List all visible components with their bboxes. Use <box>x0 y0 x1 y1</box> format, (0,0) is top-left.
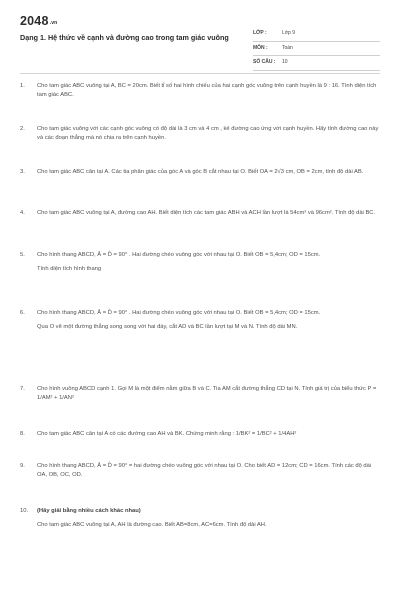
worksheet-header <box>20 14 380 72</box>
question-text: Cho tam giác ABC vuông tại A, đường cao AH. Biết diện tích các tam giác ABH và ACH lần lượt là 54cm² và 96cm². Tính độ dài BC. <box>37 210 376 216</box>
info-value: Toán <box>282 44 293 51</box>
question-text: Cho hình thang ABCD, Â = D̂ = 90° . Hai đường chéo vuông góc với nhau tại O. Biết OB = 5,4cm; OD = 15cm. <box>37 252 321 258</box>
question-text: Cho tam giác ABC cân tại A có các đường cao AH và BK. Chứng minh rằng : 1/BK² = 1/BC² + 1/4AH² <box>37 431 297 437</box>
question-7 <box>20 385 380 404</box>
question-number: 9. <box>20 463 25 469</box>
info-row-subject <box>253 43 380 57</box>
question-number: 1. <box>20 83 25 89</box>
question-text: Cho tam giác vuông với các cạnh góc vuông có độ dài là 3 cm và 4 cm , kẻ đường cao ứng với cạnh huyền. Hãy tính đường cao này và các đoạn thẳng mà nó chia ra trên cạnh huyền. <box>37 126 379 142</box>
question-6 <box>20 309 380 333</box>
question-9 <box>20 462 380 481</box>
question-8 <box>20 430 380 439</box>
question-number: 2. <box>20 126 25 132</box>
question-text: Cho hình thang ABCD, Â = D̂ = 90° . Hai đường chéo vuông góc với nhau tại O. Biết OB = 5,4cm; OD = 15cm. <box>37 310 321 316</box>
info-label: LỚP : <box>253 30 267 36</box>
question-number: 7. <box>20 386 25 392</box>
question-5 <box>20 251 380 275</box>
header-divider <box>20 73 380 74</box>
question-text: Cho hình vuông ABCD cạnh 1. Gọi M là một điểm nằm giữa B và C. Tia AM cắt đường thẳng CD tại N. Tính giá trị của biểu thức P = 1/AM² + 1/AN² <box>37 386 377 402</box>
question-instruction: (Hãy giải bằng nhiều cách khác nhau) <box>37 508 141 514</box>
question-text: Cho tam giác ABC vuông tại A, AH là đường cao. Biết AB=8cm, AC=6cm. Tính độ dài AH. <box>37 522 267 529</box>
question-10 <box>20 507 380 531</box>
question-text: Cho tam giác ABC cân tại A. Các tia phân giác của góc A và góc B cắt nhau tại O. Biết OA = 2√3 cm, OB = 2cm, tính độ dài AB. <box>37 169 364 175</box>
question-subtext: Tính diện tích hình thang <box>37 266 102 273</box>
topic-title: Dạng 1. Hệ thức về cạnh và đường cao trong tam giác vuông <box>20 33 229 42</box>
logo-domain: .vn <box>49 20 58 26</box>
question-2 <box>20 125 380 144</box>
question-number: 8. <box>20 431 25 437</box>
info-label: SỐ CÂU : <box>253 59 276 65</box>
info-box <box>253 28 380 72</box>
question-4 <box>20 209 380 218</box>
question-text: Cho hình thang ABCD, Â = D̂ = 90° = hai đường chéo vuông góc với nhau tại O. Cho biết AD = 12cm; CD = 16cm. Tính các độ dài OA, OB, OC, OD. <box>37 463 372 479</box>
info-row-class <box>253 28 380 42</box>
question-number: 3. <box>20 169 25 175</box>
question-number: 4. <box>20 210 25 216</box>
info-value: Lớp 9 <box>282 30 296 36</box>
question-subtext: Qua O vẽ một đường thẳng song song với hai đáy, cắt AD và BC lần lượt tại M và N. Tính độ dài MN. <box>37 324 298 331</box>
question-1 <box>20 82 380 101</box>
question-number: 6. <box>20 310 25 316</box>
question-3 <box>20 168 380 177</box>
info-value: 10 <box>282 59 288 65</box>
logo-number: 2048 <box>20 14 49 28</box>
question-number: 10. <box>20 508 29 514</box>
info-row-count <box>253 57 380 71</box>
site-logo[interactable] <box>20 14 57 28</box>
question-text: Cho tam giác ABC vuông tại A, BC = 20cm. Biết tỉ số hai hình chiếu của hai cạnh góc vuông trên cạnh huyền là 9 : 16. Tính diện tích tam giác ABC. <box>37 83 377 99</box>
question-number: 5. <box>20 252 25 258</box>
info-label: MÔN : <box>253 44 268 51</box>
